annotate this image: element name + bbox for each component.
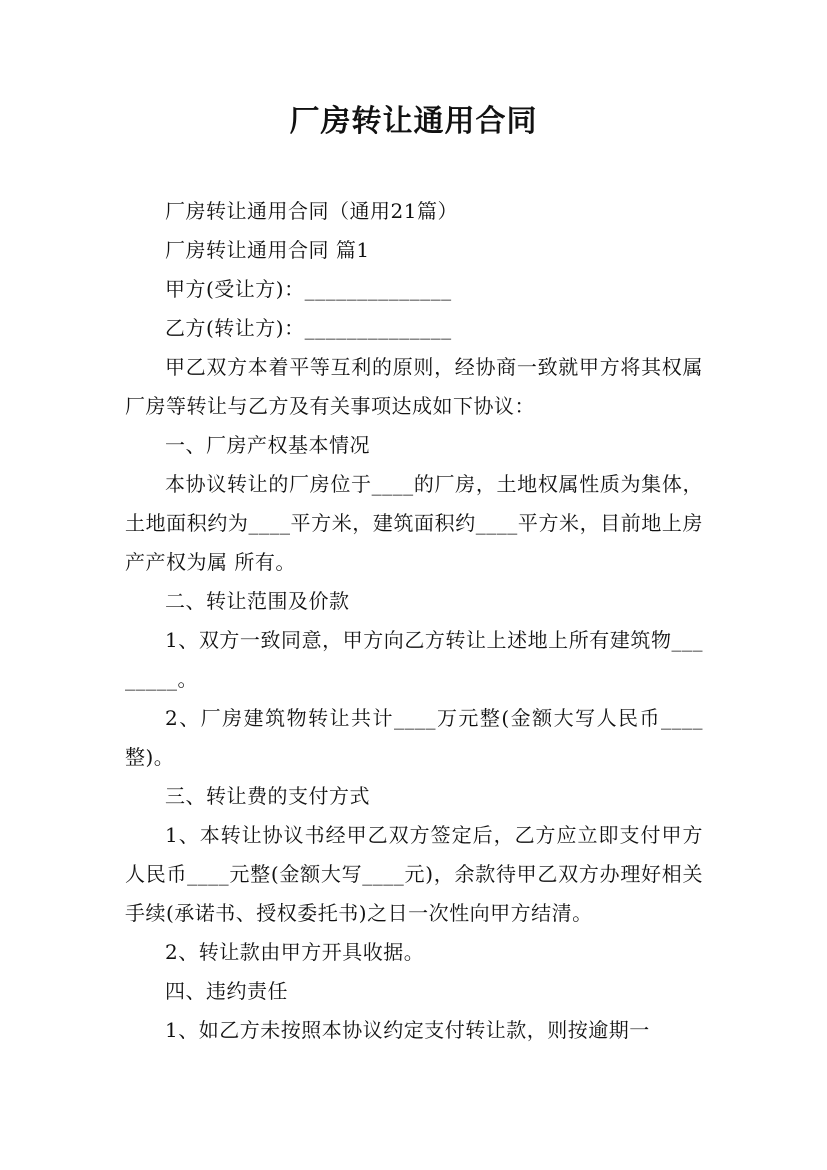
section-heading: 二、转让范围及价款 [165,589,350,613]
paragraph: 2、转让款由甲方开具收据。 [165,940,425,964]
paragraph: 厂房转让通用合同（通用21篇） [165,199,458,223]
paragraph: 乙方(转让方)：______________ [165,316,452,340]
paragraph: 1、双方一致同意，甲方向乙方转让上述地上所有建筑物________。 [125,628,703,691]
paragraph: 甲乙双方本着平等互利的原则，经协商一致就甲方将其权属厂房等转让与乙方及有关事项达成如下协议： [125,355,703,418]
section-heading: 四、违约责任 [165,979,288,1003]
document-body [125,192,703,1050]
paragraph: 厂房转让通用合同 篇1 [165,238,370,262]
paragraph: 1、本转让协议书经甲乙双方签定后，乙方应立即支付甲方人民币____元整(金额大写____元)，余款待甲乙双方办理好相关手续(承诺书、授权委托书)之日一次性向甲方结清。 [125,823,703,925]
paragraph: 2、厂房建筑物转让共计____万元整(金额大写人民币____整)。 [125,706,703,769]
paragraph: 本协议转让的厂房位于____的厂房，土地权属性质为集体，土地面积约为____平方米，建筑面积约____平方米，目前地上房产产权为属 所有。 [125,472,703,574]
document-title: 厂房转让通用合同 [289,104,538,139]
paragraph: 甲方(受让方)：______________ [165,277,452,301]
section-heading: 三、转让费的支付方式 [165,784,370,808]
section-heading: 一、厂房产权基本情况 [165,433,370,457]
paragraph: 1、如乙方未按照本协议约定支付转让款，则按逾期一 [165,1018,650,1042]
